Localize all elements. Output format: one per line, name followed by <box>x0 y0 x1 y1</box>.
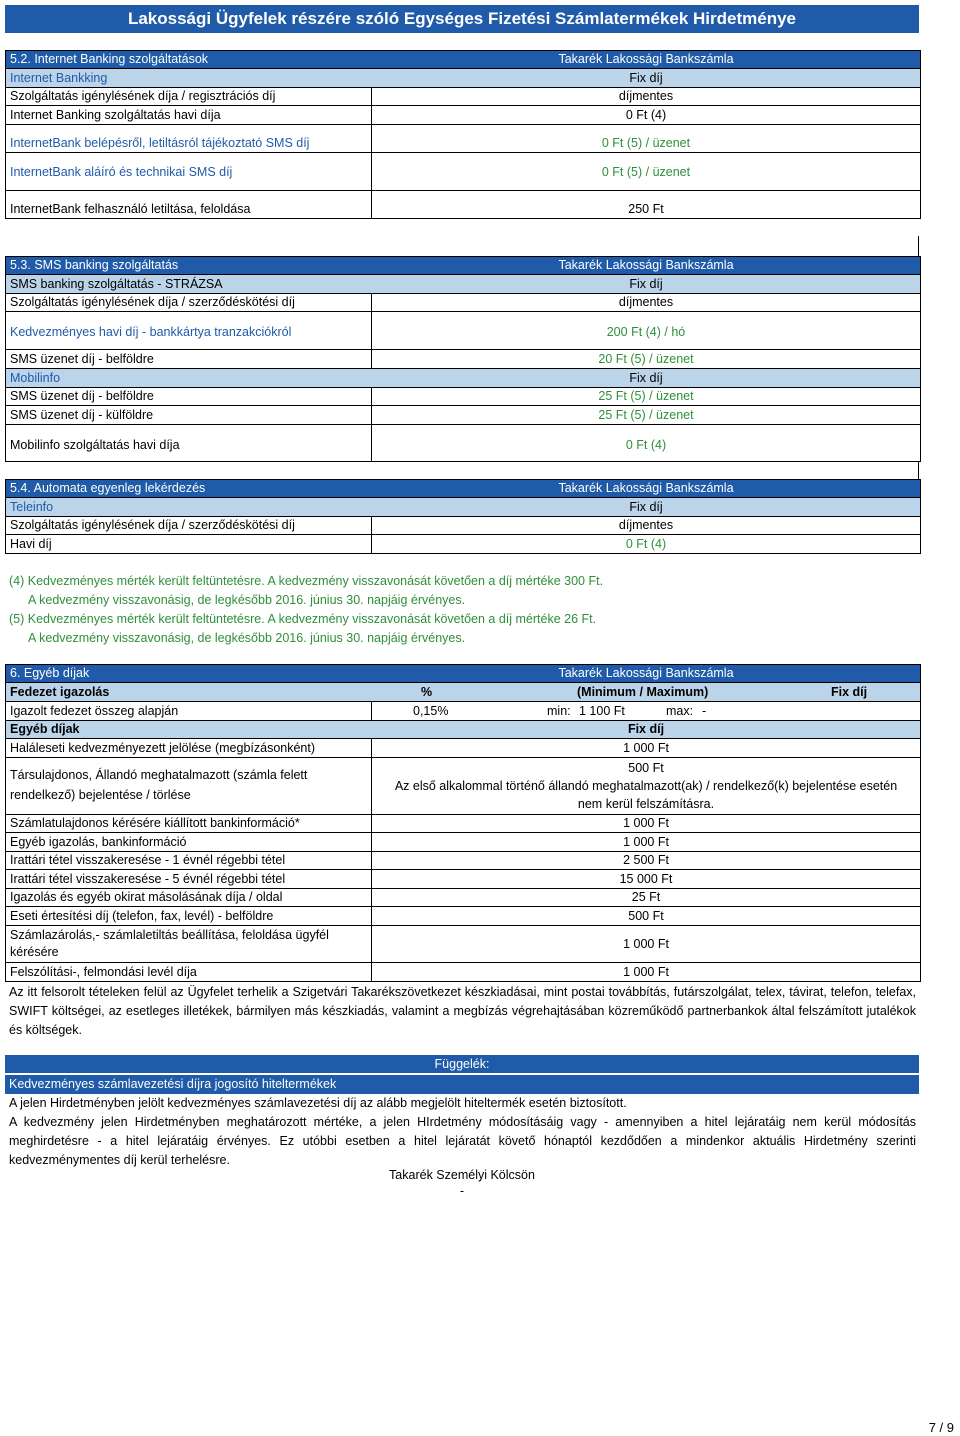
fee-value: díjmentes <box>618 89 674 103</box>
section-header <box>6 665 920 683</box>
automata-section <box>5 479 921 554</box>
fee-value: 25 Ft (5) / üzenet <box>598 389 694 403</box>
fee-row <box>6 106 920 125</box>
fee-label: Kedvezményes havi díj - bankkártya tranzakciókról <box>10 325 292 339</box>
fee-value: 20 Ft (5) / üzenet <box>598 352 694 366</box>
section-heading: 5.4. Automata egyenleg lekérdezés <box>10 481 206 495</box>
fee-row <box>6 294 920 312</box>
footnote: A kedvezmény visszavonásig, de legkésőbb 2016. június 30. napjáig érvényes. <box>28 593 466 607</box>
appendix-subheading: Kedvezményes számlavezetési díjra jogosító hiteltermékek <box>9 1077 337 1091</box>
fee-label: InternetBank aláíró és technikai SMS díj <box>10 165 233 179</box>
fee-label: Irattári tétel visszakeresése - 5 évnél régebbi tétel <box>10 872 286 886</box>
subsection-value: Fix díj <box>629 500 663 514</box>
subsection-label: Teleinfo <box>10 500 54 514</box>
fee-value: 0 Ft (4) <box>625 108 667 122</box>
subsection-row <box>6 498 920 517</box>
sms-banking-section <box>5 256 921 462</box>
fee-label: Eseti értesítési díj (telefon, fax, levél) - belföldre <box>10 909 274 923</box>
other-fees-section <box>5 664 921 982</box>
subsection-row <box>6 369 920 388</box>
fee-note: Az első alkalommal történő állandó meghatalmazott(ak) / rendelkező(k) bejelentése esetén <box>394 779 898 793</box>
fee-row <box>6 350 920 369</box>
max-label: max: <box>666 704 694 718</box>
fee-value: díjmentes <box>618 518 674 532</box>
fee-row <box>6 425 920 462</box>
fee-label: rendelkező) bejelentése / törlése <box>10 788 191 802</box>
fee-label: Mobilinfo szolgáltatás havi díja <box>10 438 180 452</box>
fee-row <box>6 125 920 153</box>
fee-note: nem kerül felszámításra. <box>577 797 715 811</box>
fee-label: Számlazárolás,- számlaletiltás beállítása, feloldása ügyfél <box>10 928 329 942</box>
fedezet-label: Fedezet igazolás <box>10 685 110 699</box>
fee-label: Haláleseti kedvezményezett jelölése (megbízásonként) <box>10 741 316 755</box>
footnote: A kedvezmény visszavonásig, de legkésőbb 2016. június 30. napjáig érvényes. <box>28 631 466 645</box>
divider <box>918 236 919 256</box>
section-header <box>6 480 920 498</box>
appendix-paragraph: A jelen Hirdetményben jelölt kedvezményes számlavezetési díj az alább megjelölt hiteltermék esetén biztosított. <box>9 1096 627 1110</box>
fee-label: Irattári tétel visszakeresése - 1 évnél régebbi tétel <box>10 853 286 867</box>
fee-label: InternetBank felhasználó letiltása, feloldása <box>10 202 251 216</box>
subsection-value: Fix díj <box>629 71 663 85</box>
min-value: 1 100 Ft <box>579 704 625 718</box>
fee-row <box>6 907 920 926</box>
fee-row <box>6 191 920 219</box>
fee-value: 500 Ft <box>628 909 664 923</box>
subsection-label: Egyéb díjak <box>10 722 80 736</box>
fee-row <box>6 963 920 982</box>
fee-row <box>6 517 920 535</box>
section-header <box>6 257 920 275</box>
fee-value: 200 Ft (4) / hó <box>606 325 686 339</box>
igazolt-row <box>6 702 920 721</box>
loan-product-value: - <box>459 1184 465 1198</box>
fee-value: 500 Ft <box>628 761 664 775</box>
internet-banking-section <box>5 50 921 219</box>
fee-row <box>6 739 920 758</box>
subsection-value: Fix díj <box>629 277 663 291</box>
product-name: Takarék Lakossági Bankszámla <box>558 52 734 66</box>
minmax-header: (Minimum / Maximum) <box>577 685 709 699</box>
max-value: - <box>702 704 707 718</box>
fee-label: SMS üzenet díj - belföldre <box>10 389 154 403</box>
fee-value: 0 Ft (5) / üzenet <box>601 136 691 150</box>
footnote: (4) Kedvezményes mérték került feltüntetésre. A kedvezmény visszavonását követően a díj mértéke 300 Ft. <box>9 574 604 588</box>
fee-value: díjmentes <box>618 295 674 309</box>
subsection-row <box>6 275 920 294</box>
section-heading: 5.3. SMS banking szolgáltatás <box>10 258 179 272</box>
divider <box>918 461 919 479</box>
fee-label: Havi díj <box>10 537 52 551</box>
fee-value: 1 000 Ft <box>623 741 669 755</box>
subsection-label: Internet Bankking <box>10 71 108 85</box>
page-title: Lakossági Ügyfelek részére szóló Egységes Fizetési Számlatermékek Hirdetménye <box>5 5 919 33</box>
fee-label: Szolgáltatás igénylésének díja / szerződéskötési díj <box>10 518 295 532</box>
subsection-value: Fix díj <box>627 722 665 736</box>
fee-value: 25 Ft <box>631 890 661 904</box>
fee-row <box>6 758 920 815</box>
fees-paragraph: Az itt felsorolt tételeken felül az Ügyfelet terhelik a Szigetvári Takarékszövetkezet készkiadásai, mint postai továbbítás, futárszolgálat, telex, távirat, telefon, telefax, SWIFT költségei, az esetleges illetékek, bármilyen más készkiadás, valamint a megbízás végrehajtásában közreműködő partnerbankok által felszámított jutalékok és költségek. <box>9 985 916 1037</box>
fee-label: SMS üzenet díj - külföldre <box>10 408 154 422</box>
subsection-label: Mobilinfo <box>10 371 61 385</box>
product-name: Takarék Lakossági Bankszámla <box>558 258 734 272</box>
appendix-heading: Függelék: <box>5 1055 919 1073</box>
fee-row <box>6 535 920 554</box>
igazolt-label: Igazolt fedezet összeg alapján <box>10 704 179 718</box>
fee-value: 1 000 Ft <box>623 965 669 979</box>
fee-value: 25 Ft (5) / üzenet <box>598 408 694 422</box>
fee-row <box>6 88 920 106</box>
fee-value: 0 Ft (4) <box>625 438 667 452</box>
section-heading: 6. Egyéb díjak <box>10 666 90 680</box>
page-number: 7 / 9 <box>928 1420 954 1435</box>
fee-label: Társulajdonos, Állandó meghatalmazott (számla felett <box>10 768 308 782</box>
column-divider <box>371 739 372 757</box>
fee-value: 1 000 Ft <box>623 816 669 830</box>
footnote: (5) Kedvezményes mérték került feltüntetésre. A kedvezmény visszavonását követően a díj mértéke 26 Ft. <box>9 612 597 626</box>
appendix-paragraph: A kedvezmény jelen Hirdetményben meghatározott mértéke, a jelen HIrdetmény módosításáig vagy - amennyiben a hitel lejáratáig nem kerül módosítás meghirdetésre - a hitel lejáratáig érvényes. Ez utóbbi esetben a hitel lejáratát követő hónaptól kezdődően a mindenkor aktuális Hirdetmény szerinti kedvezménymentes díj kerül terhelésre. <box>9 1115 916 1167</box>
product-name: Takarék Lakossági Bankszámla <box>558 481 734 495</box>
fedezet-header-row <box>6 683 920 702</box>
fee-row <box>6 153 920 191</box>
fee-label: InternetBank belépésről, letiltásról tájékoztató SMS díj <box>10 136 310 150</box>
percent-header: % <box>421 685 433 699</box>
fee-value: 2 500 Ft <box>623 853 669 867</box>
fee-row <box>6 926 920 963</box>
column-divider <box>371 702 372 720</box>
fee-row <box>6 889 920 907</box>
fix-header: Fix díj <box>831 685 868 699</box>
subsection-row <box>6 721 920 739</box>
fee-value: 1 000 Ft <box>623 937 669 951</box>
subsection-value: Fix díj <box>629 371 663 385</box>
fee-row <box>6 833 920 852</box>
loan-product: Takarék Személyi Kölcsön <box>389 1168 535 1182</box>
igazolt-percent: 0,15% <box>413 704 449 718</box>
subsection-label: SMS banking szolgáltatás - STRÁZSA <box>10 277 223 291</box>
fee-row <box>6 870 920 889</box>
fee-label: Felszólítási-, felmondási levél díja <box>10 965 197 979</box>
section-header <box>6 51 920 69</box>
fee-label: Szolgáltatás igénylésének díja / szerződéskötési díj <box>10 295 295 309</box>
min-label: min: <box>547 704 571 718</box>
product-name: Takarék Lakossági Bankszámla <box>558 666 734 680</box>
fee-label: Internet Banking szolgáltatás havi díja <box>10 108 221 122</box>
fee-label: Szolgáltatás igénylésének díja / regisztrációs díj <box>10 89 276 103</box>
fee-value: 250 Ft <box>628 202 664 216</box>
subsection-row <box>6 69 920 88</box>
fee-label: kérésére <box>10 945 59 959</box>
fee-value: 15 000 Ft <box>619 872 673 886</box>
fee-row <box>6 312 920 350</box>
fee-value: 0 Ft (5) / üzenet <box>601 165 691 179</box>
fee-label: SMS üzenet díj - belföldre <box>10 352 154 366</box>
fee-row <box>6 406 920 425</box>
section-heading: 5.2. Internet Banking szolgáltatások <box>10 52 209 66</box>
fee-row <box>6 852 920 870</box>
fee-row <box>6 388 920 406</box>
fee-value: 1 000 Ft <box>623 835 669 849</box>
fee-value: 0 Ft (4) <box>625 537 667 551</box>
fee-row <box>6 815 920 833</box>
fee-label: Számlatulajdonos kérésére kiállított bankinformáció* <box>10 816 300 830</box>
fee-label: Igazolás és egyéb okirat másolásának díja / oldal <box>10 890 283 904</box>
appendix-subheading-bar <box>5 1074 919 1094</box>
fee-label: Egyéb igazolás, bankinformáció <box>10 835 187 849</box>
